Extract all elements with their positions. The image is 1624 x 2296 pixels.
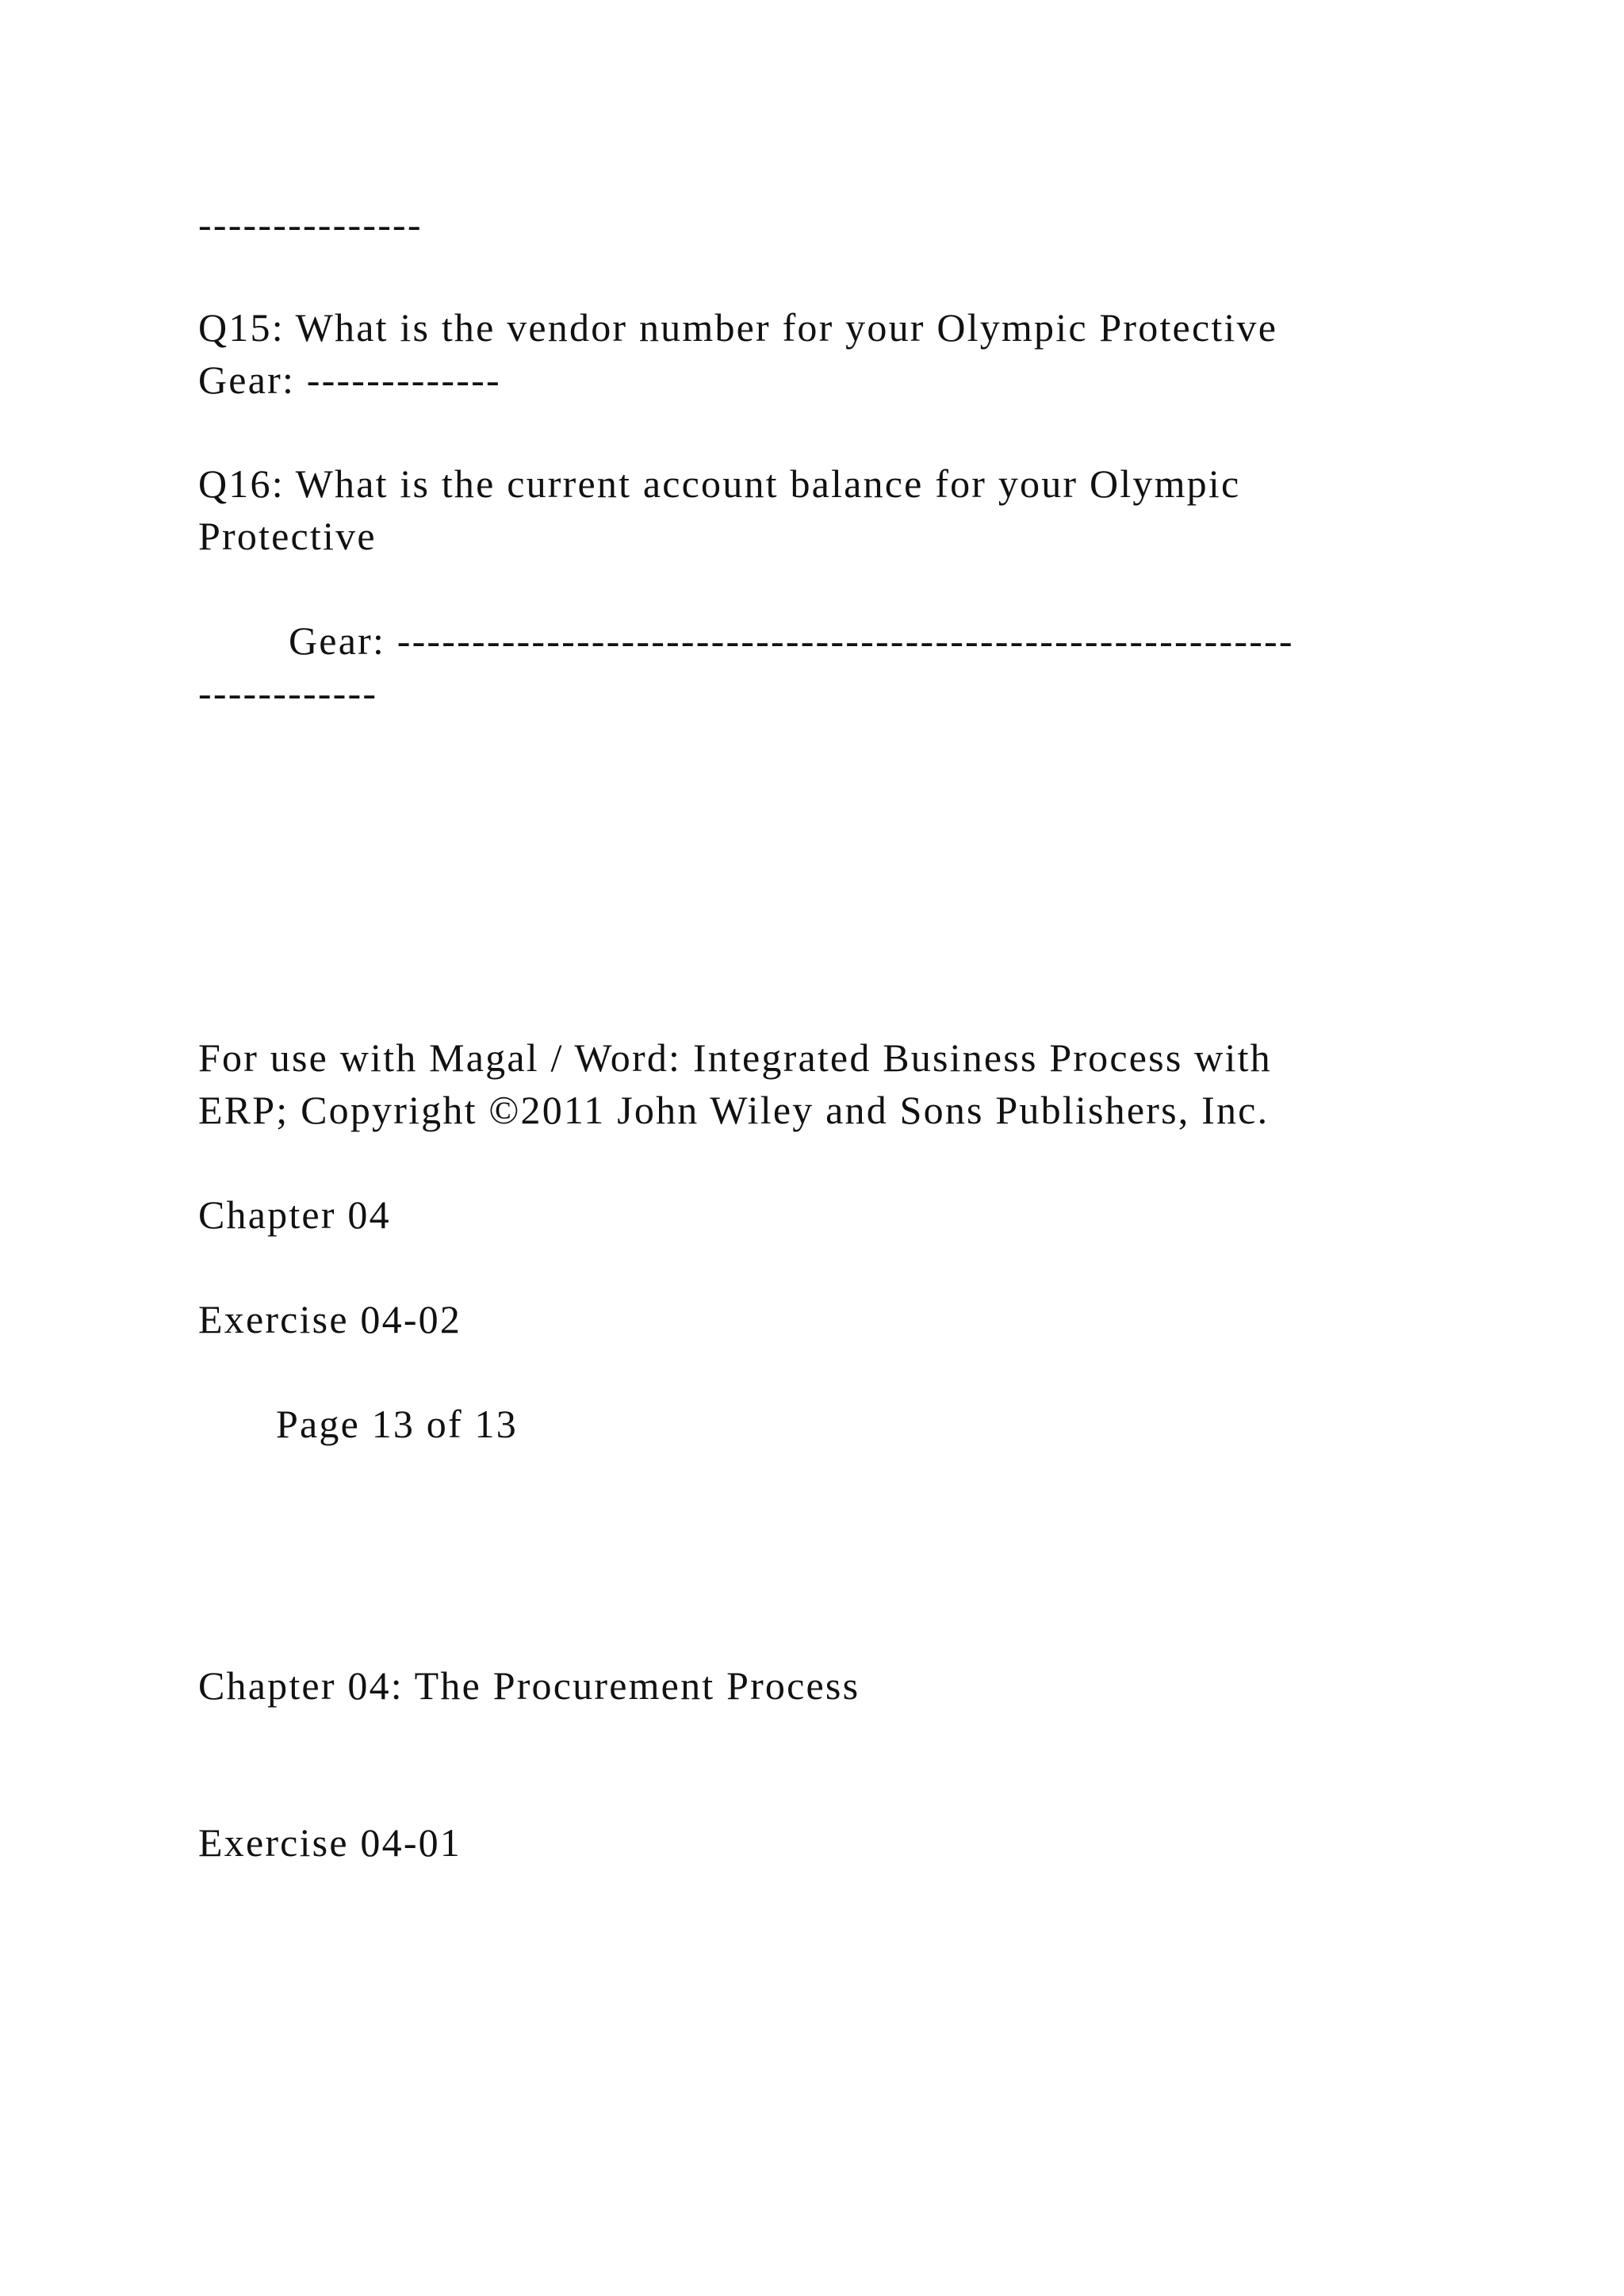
question-16-line-2: Protective xyxy=(198,514,377,558)
top-dashes: --------------- xyxy=(198,202,423,247)
chapter-title: Chapter 04: The Procurement Process xyxy=(198,1663,860,1708)
question-15-line-2: Gear: ------------- xyxy=(198,358,501,402)
question-15-line-1: Q15: What is the vendor number for your Olympic Protective xyxy=(198,305,1278,350)
question-16-line-1: Q16: What is the current account balance for your Olympic xyxy=(198,461,1241,506)
exercise-04-02-label: Exercise 04-02 xyxy=(198,1297,462,1341)
footer-line-2: ERP; Copyright ©2011 John Wiley and Sons Publishers, Inc. xyxy=(198,1088,1270,1132)
question-16-gear-line: Gear: ------------------------------------------------------------ xyxy=(289,618,1294,663)
page-number: Page 13 of 13 xyxy=(276,1402,518,1446)
footer-line-1: For use with Magal / Word: Integrated Business Process with xyxy=(198,1035,1272,1080)
exercise-04-01-label: Exercise 04-01 xyxy=(198,1820,462,1865)
question-16-dashes: ------------ xyxy=(198,671,378,715)
chapter-label: Chapter 04 xyxy=(198,1192,391,1237)
